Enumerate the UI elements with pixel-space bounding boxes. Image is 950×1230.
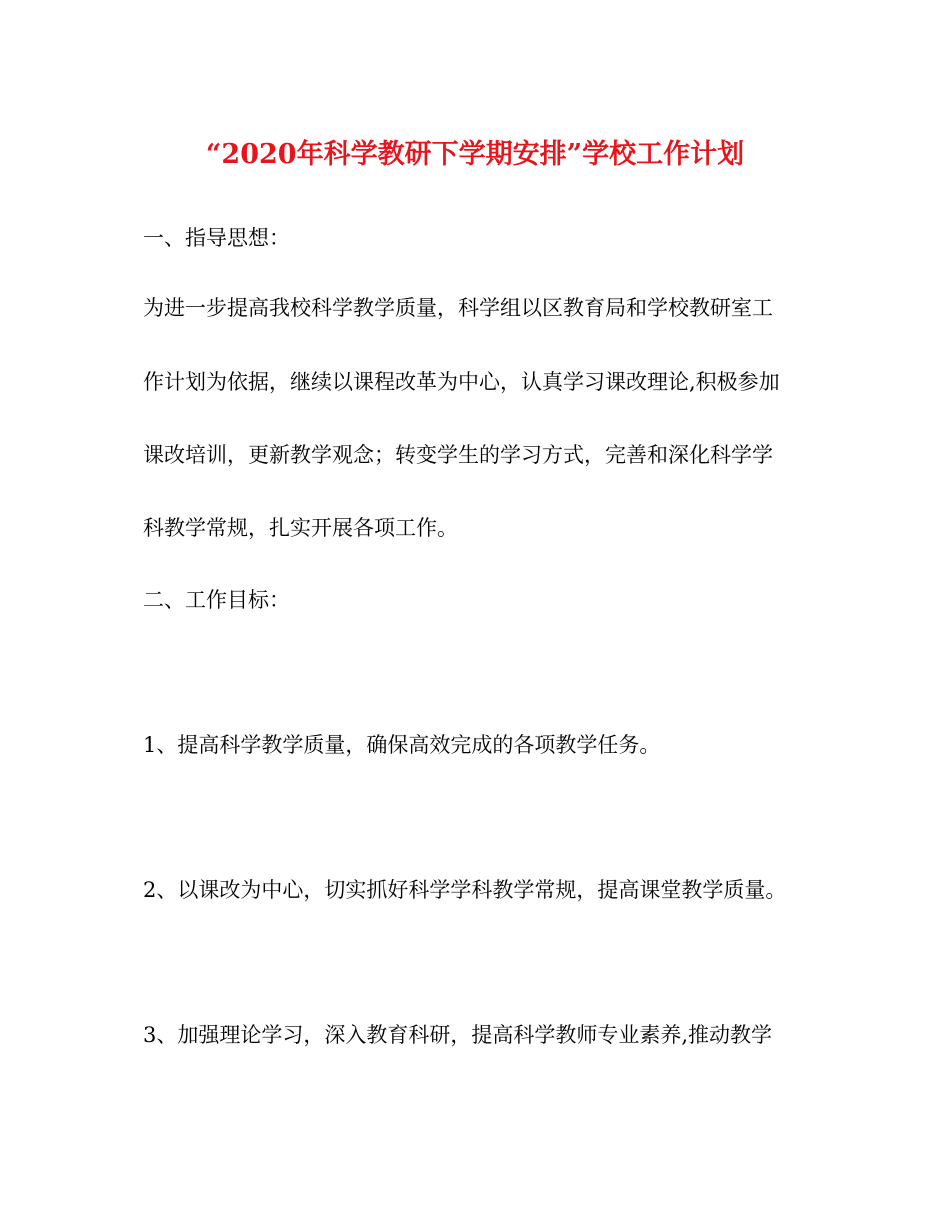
paragraph-line: 科教学常规，扎实开展各项工作。	[143, 516, 458, 540]
goal-item: 2、以课改为中心，切实抓好科学学科教学常规，提高课堂教学质量。	[143, 878, 787, 902]
paragraph-line: 作计划为依据，继续以课程改革为中心，认真学习课改理论,积极参加	[143, 370, 780, 394]
paragraph-line: 为进一步提高我校科学教学质量，科学组以区教育局和学校教研室工	[143, 296, 773, 320]
section-heading-goals: 二、工作目标：	[143, 588, 290, 612]
document-title: “2020年科学教研下学期安排”学校工作计划	[205, 139, 745, 170]
paragraph-line: 课改培训，更新教学观念；转变学生的学习方式，完善和深化科学学	[143, 443, 773, 467]
section-heading-guiding: 一、指导思想：	[143, 226, 290, 250]
goal-item: 1、提高科学教学质量，确保高效完成的各项教学任务。	[143, 733, 661, 757]
goal-item: 3、加强理论学习，深入教育科研，提高科学教师专业素养,推动教学	[143, 1023, 773, 1047]
